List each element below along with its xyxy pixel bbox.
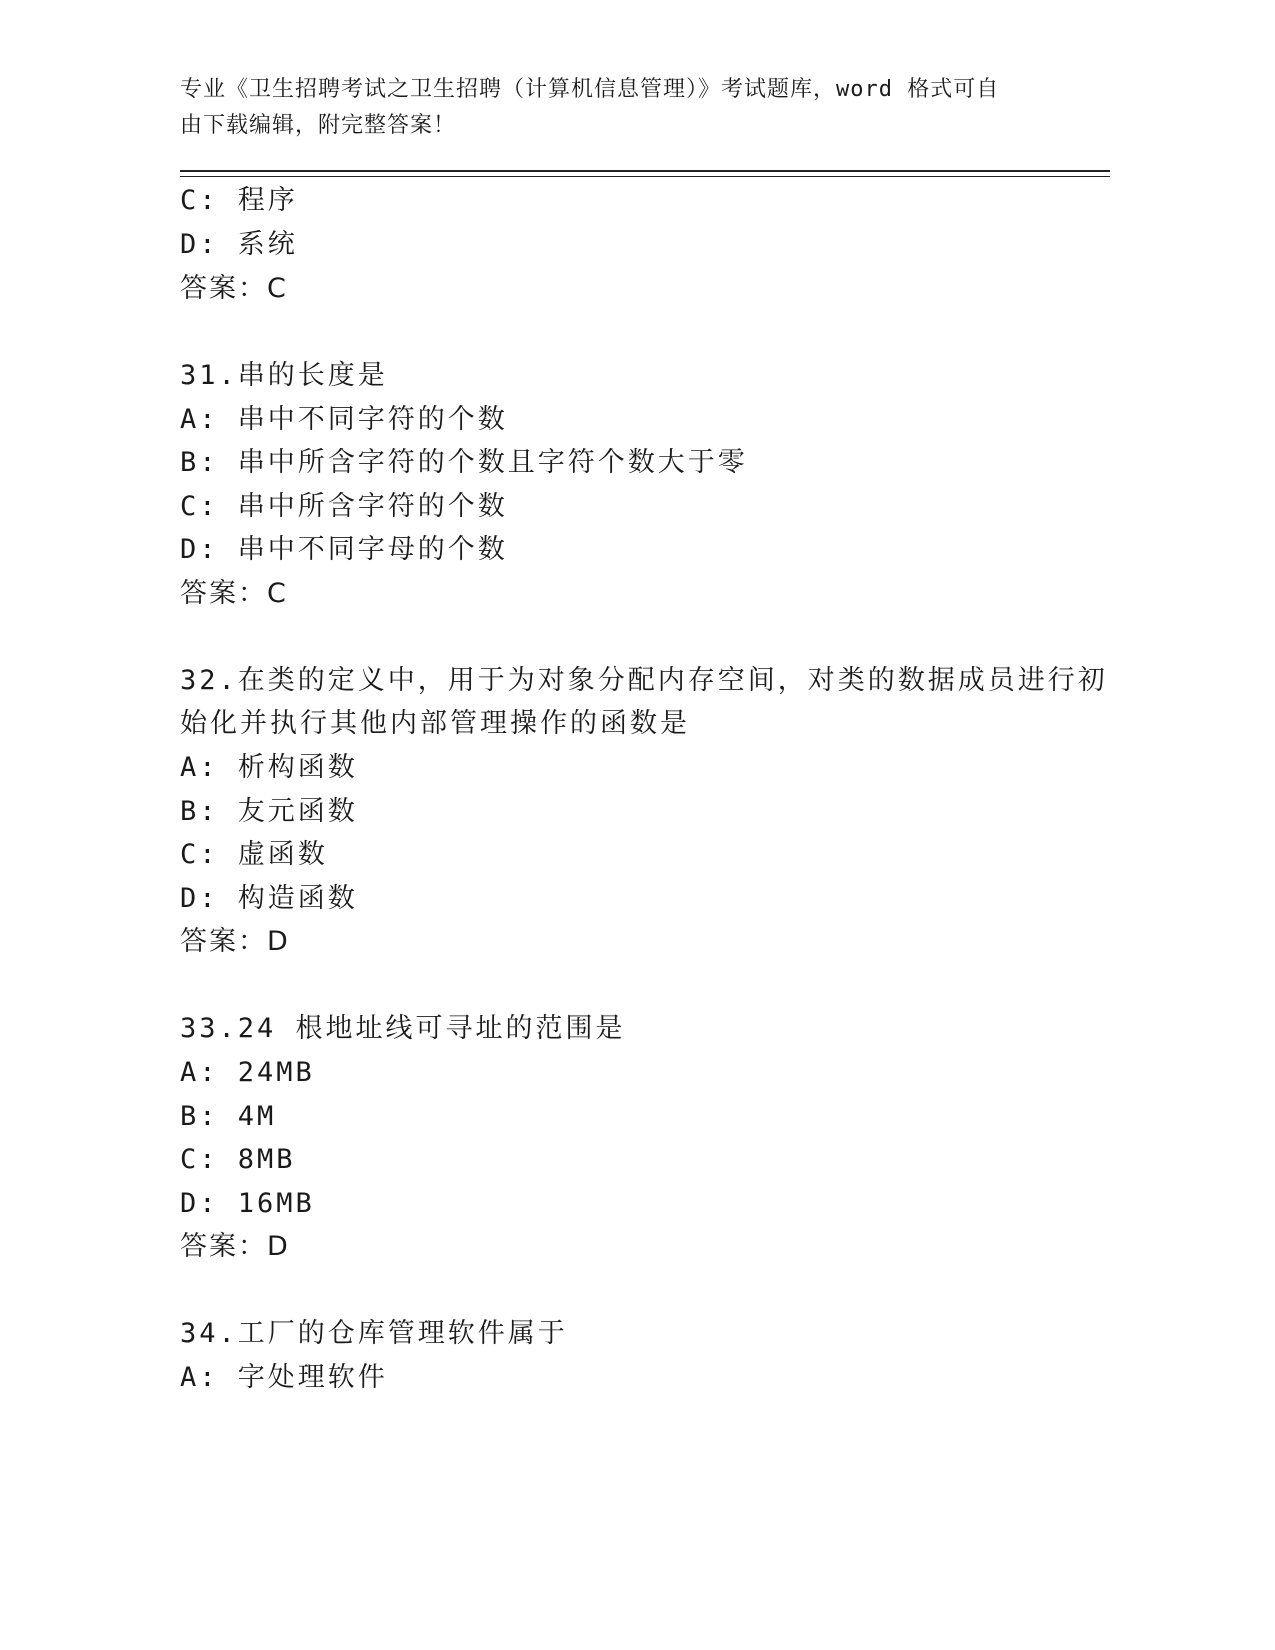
header-line-1: 专业《卫生招聘考试之卫生招聘（计算机信息管理）》考试题库，word 格式可自: [180, 77, 1000, 102]
header-rule-thin: [180, 176, 1110, 177]
q31-option-a: A: 串中不同字符的个数: [180, 404, 508, 435]
q32-option-d: D: 构造函数: [180, 883, 358, 914]
q34-option-a: A: 字处理软件: [180, 1362, 388, 1393]
q31-stem: 31.串的长度是: [180, 360, 388, 391]
q33-option-a: A: 24MB: [180, 1057, 315, 1088]
q30-option-c: C: 程序: [180, 185, 298, 216]
document-header: [180, 72, 1060, 144]
q31-option-b: B: 串中所含字符的个数且字符个数大于零: [180, 447, 748, 478]
q33-answer: 答案：D: [180, 1231, 290, 1262]
q33-option-d: D: 16MB: [180, 1188, 315, 1219]
q33-option-c: C: 8MB: [180, 1144, 296, 1175]
q30-answer: 答案：C: [180, 273, 288, 304]
q32-answer: 答案：D: [180, 926, 290, 957]
q32-stem-line-2: 始化并执行其他内部管理操作的函数是: [180, 708, 690, 739]
header-rule-thick: [180, 170, 1110, 172]
q32-stem-line-1: 32.在类的定义中，用于为对象分配内存空间，对类的数据成员进行初: [180, 665, 1108, 696]
header-line-2: 由下载编辑，附完整答案！: [180, 113, 457, 138]
q34-stem: 34.工厂的仓库管理软件属于: [180, 1318, 568, 1349]
q33-option-b: B: 4M: [180, 1101, 277, 1132]
q31-answer: 答案：C: [180, 578, 288, 609]
q32-option-b: B: 友元函数: [180, 796, 358, 827]
q32-option-a: A: 析构函数: [180, 752, 358, 783]
q31-option-c: C: 串中所含字符的个数: [180, 491, 508, 522]
q30-option-d: D: 系统: [180, 229, 298, 260]
q31-option-d: D: 串中不同字母的个数: [180, 534, 508, 565]
q33-stem: 33.24 根地址线可寻址的范围是: [180, 1013, 626, 1044]
q32-option-c: C: 虚函数: [180, 839, 328, 870]
